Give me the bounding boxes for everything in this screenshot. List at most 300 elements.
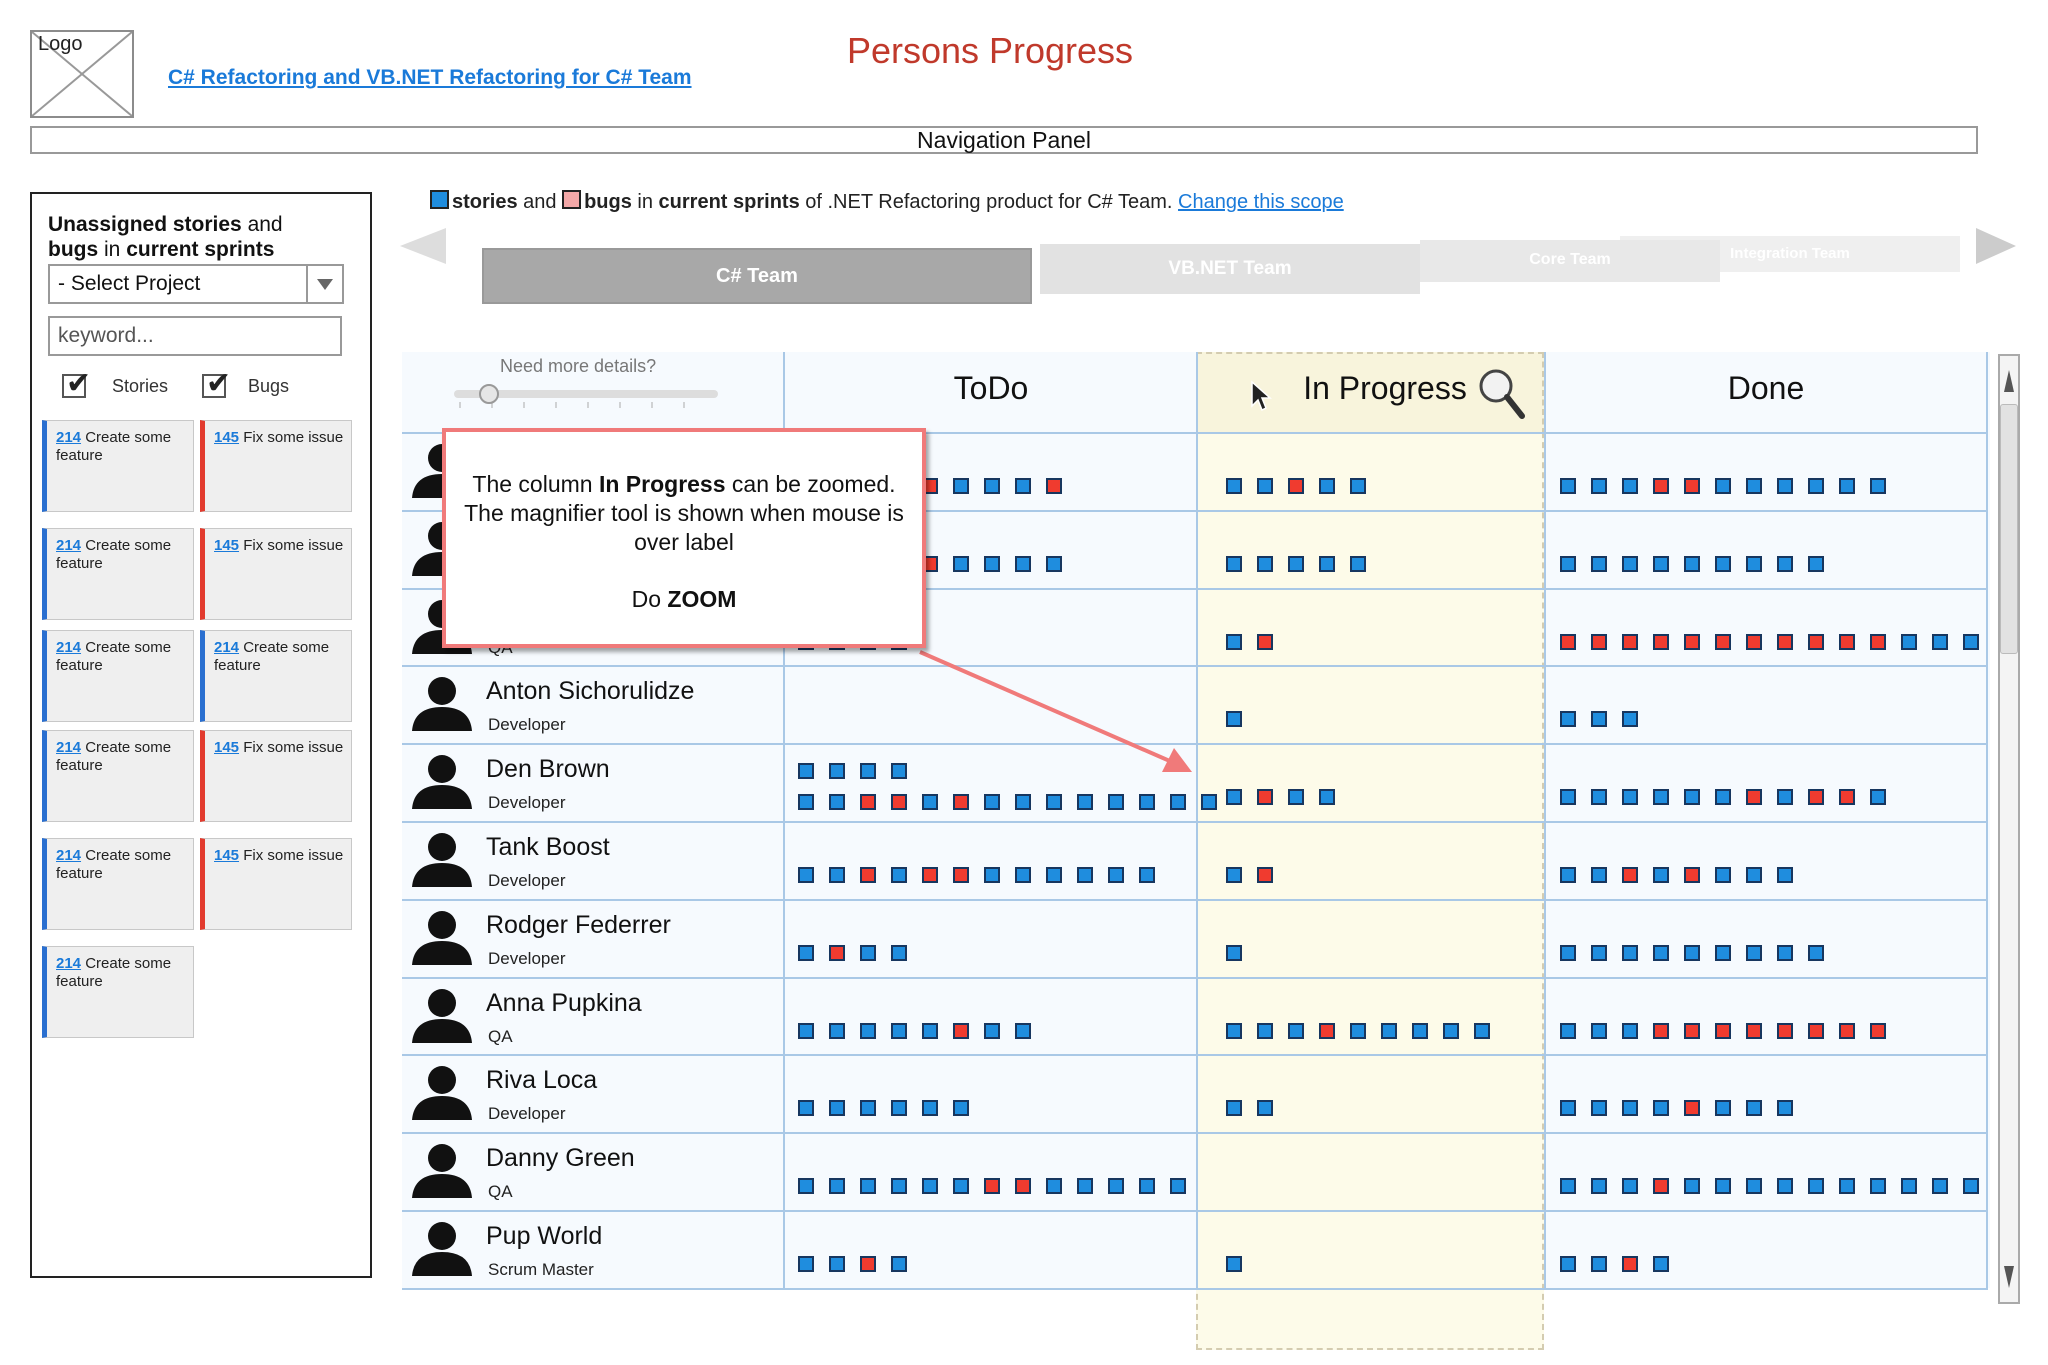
bug-item[interactable] [1653,1178,1669,1194]
bug-item[interactable] [1622,867,1638,883]
person-row[interactable] [410,1210,790,1286]
story-item[interactable] [798,763,814,779]
story-item[interactable] [1746,478,1762,494]
story-item[interactable] [1257,1100,1273,1116]
item-line [1560,556,1839,587]
card-id-link[interactable]: 214 [56,739,82,756]
person-role: Developer [488,871,566,890]
item-line [798,945,922,976]
bug-item[interactable] [1257,634,1273,650]
story-item[interactable] [1560,1023,1576,1039]
card-id-link[interactable]: 145 [214,537,240,554]
bug-item[interactable] [1684,1100,1700,1116]
story-item[interactable] [1932,634,1948,650]
story-item[interactable] [1622,478,1638,494]
story-item[interactable] [1139,867,1155,883]
person-row[interactable] [410,1054,790,1130]
story-item[interactable] [1963,1178,1979,1194]
story-item[interactable] [1653,945,1669,961]
story-item[interactable] [1015,556,1031,572]
item-line [798,1178,1201,1209]
column-in-progress[interactable]: In Progress [1303,370,1467,406]
story-item[interactable] [1622,945,1638,961]
bug-item[interactable] [1839,1023,1855,1039]
story-item[interactable] [1684,556,1700,572]
bug-item[interactable] [1715,1023,1731,1039]
slider-ticks [456,402,716,408]
in-progress-cell [1226,867,1288,898]
card-id-link[interactable]: 214 [56,429,82,446]
story-item[interactable] [1591,1023,1607,1039]
story-item[interactable] [1901,634,1917,650]
avatar [410,1062,474,1127]
story-item[interactable] [1257,478,1273,494]
story-item[interactable] [1591,711,1607,727]
story-item[interactable] [1715,945,1731,961]
story-item[interactable] [1591,1256,1607,1272]
item-line [1226,556,1381,587]
in-progress-cell [1226,1100,1288,1131]
bug-item[interactable] [1808,634,1824,650]
story-item[interactable] [1746,1100,1762,1116]
story-item[interactable] [1170,1178,1186,1194]
story-item[interactable] [1015,794,1031,810]
story-item[interactable] [1201,794,1217,810]
story-item[interactable] [1226,1100,1242,1116]
bug-item[interactable] [860,794,876,810]
story-item[interactable] [1108,1178,1124,1194]
bug-item[interactable] [1653,478,1669,494]
story-item[interactable] [1560,1100,1576,1116]
story-item[interactable] [829,1100,845,1116]
tab-vbnet-team[interactable]: VB.NET Team [1040,244,1420,294]
stories-checkbox[interactable] [62,374,86,398]
story-item[interactable] [984,478,1000,494]
story-item[interactable] [1777,789,1793,805]
todo-cell [798,1256,922,1287]
done-cell [1560,711,1653,742]
bug-item[interactable] [1046,478,1062,494]
story-item[interactable] [1077,867,1093,883]
story-item[interactable] [1746,1178,1762,1194]
bug-item[interactable] [1684,478,1700,494]
story-item[interactable] [1170,794,1186,810]
item-line [1226,789,1350,820]
card-id-link[interactable]: 145 [214,429,240,446]
story-item[interactable] [1560,556,1576,572]
scroll-thumb[interactable] [2000,404,2018,654]
story-item[interactable] [1715,1178,1731,1194]
story-item[interactable] [953,1178,969,1194]
story-item[interactable] [1226,1023,1242,1039]
story-item[interactable] [922,1023,938,1039]
story-item[interactable] [1077,1178,1093,1194]
magnifier-icon[interactable] [1476,366,1526,422]
story-item[interactable] [1591,789,1607,805]
story-item[interactable] [1622,1178,1638,1194]
story-item[interactable] [1046,1178,1062,1194]
story-item[interactable] [1108,794,1124,810]
story-item[interactable] [1777,1178,1793,1194]
story-item[interactable] [1901,1178,1917,1194]
bug-item[interactable] [1257,789,1273,805]
bug-item[interactable] [1746,1023,1762,1039]
story-item[interactable] [1046,867,1062,883]
story-item[interactable] [1046,794,1062,810]
story-item[interactable] [1622,711,1638,727]
chevron-down-icon[interactable] [306,266,342,302]
story-item[interactable] [1226,634,1242,650]
item-line [1226,1256,1257,1287]
column-divider [1544,352,1546,1288]
story-item[interactable] [1684,1178,1700,1194]
story-item[interactable] [1226,556,1242,572]
story-item[interactable] [1350,1023,1366,1039]
card-id-link[interactable]: 214 [56,639,82,656]
bug-item[interactable] [953,1023,969,1039]
avatar [410,673,474,738]
person-name: Anton Sichorulidze [486,677,695,705]
story-item[interactable] [1288,789,1304,805]
navigation-panel[interactable]: Navigation Panel [30,126,1978,154]
story-item[interactable] [1684,945,1700,961]
story-item[interactable] [798,1023,814,1039]
story-card[interactable] [42,730,194,822]
story-item[interactable] [922,794,938,810]
story-item[interactable] [1560,711,1576,727]
page-title: Persons Progress [846,30,1134,71]
story-item[interactable] [922,1100,938,1116]
bug-item[interactable] [829,945,845,961]
bug-item[interactable] [860,867,876,883]
story-item[interactable] [860,1023,876,1039]
story-card[interactable] [42,838,194,930]
bug-item[interactable] [1015,1178,1031,1194]
person-row[interactable] [410,821,790,897]
card-id-link[interactable]: 214 [56,955,82,972]
story-item[interactable] [1319,789,1335,805]
story-item[interactable] [860,763,876,779]
story-item[interactable] [1684,789,1700,805]
story-item[interactable] [1560,945,1576,961]
story-item[interactable] [891,945,907,961]
card-text: Create some feature [56,639,172,674]
story-item[interactable] [1622,789,1638,805]
tooltip-line-3: over label [634,529,734,555]
story-item[interactable] [860,945,876,961]
story-item[interactable] [1591,867,1607,883]
bug-item[interactable] [1808,789,1824,805]
story-item[interactable] [798,945,814,961]
bug-item[interactable] [1684,634,1700,650]
card-id-link[interactable]: 214 [56,537,82,554]
story-item[interactable] [1777,556,1793,572]
person-name: Riva Loca [486,1066,598,1094]
row-divider [402,1288,1988,1290]
bug-item[interactable] [860,1256,876,1272]
story-item[interactable] [1808,945,1824,961]
story-item[interactable] [1350,478,1366,494]
team-link[interactable]: C# Refactoring and VB.NET Refactoring for C# Team [168,66,692,89]
story-item[interactable] [1622,1100,1638,1116]
story-item[interactable] [1015,478,1031,494]
person-role: QA [488,1182,513,1201]
story-item[interactable] [1474,1023,1490,1039]
person-row[interactable] [410,665,790,741]
person-role: Scrum Master [488,1260,594,1279]
story-item[interactable] [1715,867,1731,883]
bug-item[interactable] [1257,867,1273,883]
story-item[interactable] [1715,1100,1731,1116]
change-scope-link[interactable]: Change this scope [1178,191,1344,213]
tab-csharp-team[interactable]: C# Team [482,248,1032,304]
bug-item[interactable] [1839,789,1855,805]
carousel-next-icon[interactable] [1976,228,2016,264]
story-item[interactable] [1591,945,1607,961]
bug-card[interactable] [200,730,352,822]
item-line [1226,478,1381,509]
story-item[interactable] [1381,1023,1397,1039]
card-id-link[interactable]: 145 [214,739,240,756]
story-item[interactable] [1226,867,1242,883]
story-item[interactable] [1622,1023,1638,1039]
story-item[interactable] [1746,945,1762,961]
bug-card[interactable] [200,420,352,512]
bug-item[interactable] [1808,1023,1824,1039]
story-item[interactable] [1257,556,1273,572]
tab-core-team[interactable]: Core Team [1420,240,1720,282]
bug-item[interactable] [1746,789,1762,805]
bug-item[interactable] [1622,1256,1638,1272]
bugs-checkbox[interactable] [202,374,226,398]
story-item[interactable] [829,1256,845,1272]
story-item[interactable] [1653,1256,1669,1272]
bug-card[interactable] [200,838,352,930]
story-item[interactable] [798,1256,814,1272]
story-item[interactable] [829,794,845,810]
story-item[interactable] [953,478,969,494]
story-item[interactable] [829,1178,845,1194]
done-cell [1560,478,1901,509]
story-item[interactable] [1808,478,1824,494]
story-card[interactable] [42,420,194,512]
story-item[interactable] [1839,478,1855,494]
bug-item[interactable] [953,867,969,883]
story-item[interactable] [1560,867,1576,883]
item-line [1560,1178,1994,1209]
person-row[interactable] [410,977,790,1053]
story-item[interactable] [829,763,845,779]
card-id-link[interactable]: 145 [214,847,240,864]
story-item[interactable] [1319,556,1335,572]
person-row[interactable] [410,899,790,975]
bug-item[interactable] [891,794,907,810]
carousel-prev-icon[interactable] [400,228,446,264]
story-item[interactable] [953,1100,969,1116]
bug-item[interactable] [1777,634,1793,650]
story-item[interactable] [891,1256,907,1272]
story-item[interactable] [1870,789,1886,805]
bug-item[interactable] [1870,634,1886,650]
story-item[interactable] [1932,1178,1948,1194]
scroll-up-icon[interactable] [2004,370,2014,392]
story-item[interactable] [1288,556,1304,572]
bug-item[interactable] [1746,634,1762,650]
bug-item[interactable] [1715,634,1731,650]
story-item[interactable] [1412,1023,1428,1039]
project-select[interactable] [48,264,344,304]
story-item[interactable] [1746,556,1762,572]
story-item[interactable] [1715,478,1731,494]
in-progress-cell [1226,478,1381,509]
story-item[interactable] [984,1023,1000,1039]
story-item[interactable] [1777,478,1793,494]
column-divider [1986,352,1988,1288]
bug-item[interactable] [1319,1023,1335,1039]
story-item[interactable] [1777,1100,1793,1116]
card-id-link[interactable]: 214 [214,639,240,656]
story-item[interactable] [1350,556,1366,572]
person-row[interactable] [410,1132,790,1208]
story-item[interactable] [1591,1178,1607,1194]
story-item[interactable] [891,1100,907,1116]
story-item[interactable] [1777,867,1793,883]
story-item[interactable] [1622,556,1638,572]
bug-item[interactable] [1684,1023,1700,1039]
story-item[interactable] [1653,789,1669,805]
story-item[interactable] [1319,478,1335,494]
story-card[interactable] [200,630,352,722]
item-line [1560,478,1901,509]
story-item[interactable] [1257,1023,1273,1039]
story-item[interactable] [1808,1178,1824,1194]
story-item[interactable] [984,867,1000,883]
story-item[interactable] [891,1023,907,1039]
story-item[interactable] [1015,1023,1031,1039]
story-item[interactable] [984,794,1000,810]
bug-item[interactable] [1622,634,1638,650]
story-item[interactable] [1108,867,1124,883]
story-item[interactable] [1226,945,1242,961]
person-row[interactable] [410,743,790,819]
story-item[interactable] [1077,794,1093,810]
story-card[interactable] [42,946,194,1038]
done-cell [1560,1023,1901,1054]
story-item[interactable] [891,1178,907,1194]
story-legend-icon [430,190,449,209]
story-card[interactable] [42,630,194,722]
card-text: Create some feature [56,955,172,990]
in-progress-cell [1226,945,1257,976]
todo-cell [798,867,1170,898]
story-item[interactable] [1653,867,1669,883]
story-item[interactable] [1139,794,1155,810]
bug-card[interactable] [200,528,352,620]
story-item[interactable] [953,556,969,572]
story-item[interactable] [829,1023,845,1039]
keyword-input[interactable]: keyword... [48,316,342,356]
bug-item[interactable] [1653,634,1669,650]
story-item[interactable] [1870,478,1886,494]
bug-item[interactable] [1591,634,1607,650]
bug-item[interactable] [1684,867,1700,883]
story-item[interactable] [798,867,814,883]
story-item[interactable] [1015,867,1031,883]
story-item[interactable] [860,1100,876,1116]
story-item[interactable] [922,1178,938,1194]
zoom-link[interactable]: Do ZOOM [631,586,737,612]
story-item[interactable] [829,867,845,883]
story-item[interactable] [1746,867,1762,883]
scroll-down-icon[interactable] [2004,1266,2014,1288]
bug-item[interactable] [1870,1023,1886,1039]
story-item[interactable] [1560,478,1576,494]
story-item[interactable] [1443,1023,1459,1039]
item-line [1560,789,1901,820]
bug-item[interactable] [1777,1023,1793,1039]
avatar [410,1218,474,1283]
bug-item[interactable] [1653,1023,1669,1039]
story-item[interactable] [798,794,814,810]
bug-item[interactable] [922,867,938,883]
person-name: Anna Pupkina [486,989,642,1017]
story-item[interactable] [1560,1256,1576,1272]
story-item[interactable] [1226,1256,1242,1272]
slider-knob[interactable] [479,384,499,404]
unassigned-panel-title: Unassigned stories and bugs in current sprints [48,213,283,261]
card-id-link[interactable]: 214 [56,847,82,864]
story-item[interactable] [1715,556,1731,572]
project-select-value: - Select Project [58,272,201,295]
story-item[interactable] [1808,556,1824,572]
story-item[interactable] [1226,711,1242,727]
story-item[interactable] [1046,556,1062,572]
in-progress-cell [1226,1256,1257,1287]
done-cell [1560,1256,1684,1287]
story-item[interactable] [1226,478,1242,494]
bug-item[interactable] [984,1178,1000,1194]
story-item[interactable] [1560,1178,1576,1194]
story-item[interactable] [1591,556,1607,572]
story-item[interactable] [1839,1178,1855,1194]
story-item[interactable] [1870,1178,1886,1194]
tab-integration-team[interactable]: Integration Team [1620,236,1960,272]
story-item[interactable] [1288,1023,1304,1039]
bug-item[interactable] [1560,634,1576,650]
story-item[interactable] [1560,789,1576,805]
story-item[interactable] [798,1100,814,1116]
story-item[interactable] [1653,1100,1669,1116]
story-item[interactable] [1139,1178,1155,1194]
story-item[interactable] [1963,634,1979,650]
story-item[interactable] [1591,478,1607,494]
story-card[interactable] [42,528,194,620]
story-item[interactable] [1226,789,1242,805]
story-item[interactable] [860,1178,876,1194]
bug-item[interactable] [953,794,969,810]
bug-item[interactable] [1288,478,1304,494]
story-item[interactable] [1715,789,1731,805]
person-role: Developer [488,715,566,734]
story-item[interactable] [1591,1100,1607,1116]
story-item[interactable] [798,1178,814,1194]
story-item[interactable] [891,867,907,883]
story-item[interactable] [1653,556,1669,572]
bug-item[interactable] [1839,634,1855,650]
story-item[interactable] [984,556,1000,572]
todo-cell [798,1178,1201,1209]
story-item[interactable] [1777,945,1793,961]
